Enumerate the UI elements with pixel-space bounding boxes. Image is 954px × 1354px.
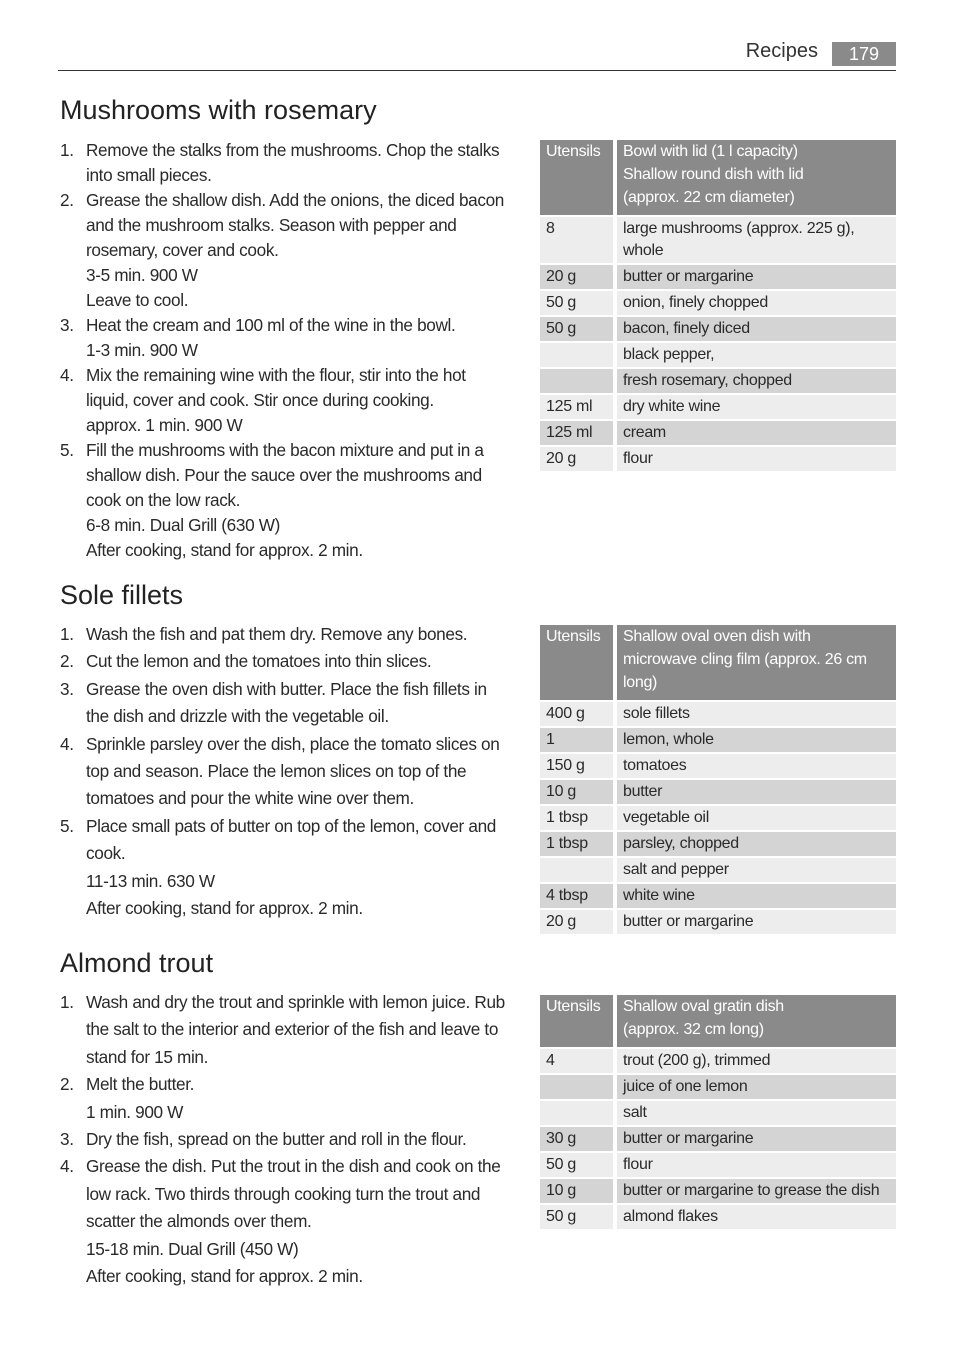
step-text-line: After cooking, stand for approx. 2 min. [86,1266,363,1287]
step-text-line: 1 min. 900 W [86,1101,184,1122]
step-number: 2. [60,651,74,672]
step-text-line: rosemary, cover and cook. [86,240,279,260]
ingredient-name: juice of one lemon [617,1075,896,1099]
ingredient-row [540,858,896,882]
step-number: 3. [60,678,74,699]
utensils-value [617,995,896,1047]
step-text-line: 11-13 min. 630 W [86,870,215,891]
ingredient-quantity: 125 ml [540,395,617,419]
ingredients-table [540,138,896,473]
step-number: 5. [60,815,74,836]
steps-list [60,621,516,922]
step-text-line: Fill the mushrooms with the bacon mixture and put in a [86,440,484,460]
ingredient-name: vegetable oil [617,806,896,830]
step-text-line: Wash and dry the trout and sprinkle with lemon juice. Rub [86,992,505,1012]
ingredient-name: parsley, chopped [617,832,896,856]
ingredient-row [540,806,896,830]
utensil-line: Shallow round dish with lid [623,166,804,183]
recipe-step [60,1071,516,1126]
ingredient-name: butter or margarine to grease the dish [617,1179,896,1203]
step-text-line: Wash the fish and pat them dry. Remove any bones. [86,624,468,644]
ingredient-row [540,1127,896,1151]
step-text-line: Sprinkle parsley over the dish, place the tomato slices on [86,733,500,754]
ingredient-row [540,1205,896,1229]
step-text-line: tomatoes and pour the white wine over them. [86,788,414,809]
recipe-step [60,989,516,1071]
step-number: 4. [60,733,74,754]
ingredient-quantity: 1 tbsp [540,832,617,856]
ingredient-name: almond flakes [617,1205,896,1229]
ingredients-table [540,623,896,936]
utensils-row [540,625,896,700]
ingredient-quantity: 125 ml [540,421,617,445]
recipe-step [60,676,516,731]
step-number: 3. [60,315,74,335]
recipe-step [60,438,516,563]
ingredient-quantity: 4 tbsp [540,884,617,908]
ingredient-name: cream [617,421,896,445]
step-text-line: Grease the oven dish with butter. Place the fish fillets in [86,678,487,699]
ingredient-row [540,1075,896,1099]
step-text-line: Melt the butter. [86,1074,195,1095]
ingredient-quantity: 50 g [540,317,617,341]
utensils-row [540,995,896,1047]
ingredient-row [540,1179,896,1203]
recipe-step [60,363,516,438]
ingredient-row [540,1101,896,1125]
ingredient-row [540,910,896,934]
step-text-line: Remove the stalks from the mushrooms. Chop the stalks [86,140,500,160]
ingredient-name: butter or margarine [617,265,896,289]
recipe-step [60,1153,516,1290]
ingredient-quantity [540,343,617,367]
step-text-line: 15-18 min. Dual Grill (450 W) [86,1238,299,1259]
ingredient-row [540,291,896,315]
step-number: 2. [60,190,74,210]
ingredient-quantity: 20 g [540,447,617,471]
utensil-line: Shallow oval gratin dish [623,998,784,1015]
ingredient-row [540,317,896,341]
ingredient-row [540,754,896,778]
step-text-line: 1-3 min. 900 W [86,340,198,360]
step-text-line: cook. [86,843,126,864]
step-text-line: top and season. Place the lemon slices on top of the [86,761,467,782]
step-text-line: Leave to cool. [86,290,189,310]
ingredient-row [540,702,896,726]
ingredient-row [540,728,896,752]
steps-list [60,989,516,1290]
ingredient-row [540,832,896,856]
utensil-line: microwave cling film (approx. 26 cm [623,651,867,668]
ingredient-name: butter or margarine [617,1127,896,1151]
ingredient-name: white wine [617,884,896,908]
recipe-step [60,1126,516,1153]
recipe-title: Sole fillets [60,580,184,610]
ingredient-quantity: 8 [540,217,617,263]
step-text-line: and the mushroom stalks. Season with pepper and [86,215,457,235]
step-number: 3. [60,1129,74,1150]
ingredient-row [540,217,896,263]
ingredient-row [540,369,896,393]
ingredient-quantity [540,858,617,882]
step-text-line: scatter the almonds over them. [86,1211,312,1232]
ingredient-quantity: 50 g [540,1153,617,1177]
ingredient-quantity: 400 g [540,702,617,726]
page-number: 179 [832,42,896,66]
page-header [58,36,896,71]
step-number: 4. [60,1156,74,1177]
ingredient-name: dry white wine [617,395,896,419]
ingredient-name: flour [617,447,896,471]
step-number: 4. [60,365,74,385]
utensils-label: Utensils [540,625,617,700]
ingredient-name: salt [617,1101,896,1125]
utensil-line: (approx. 32 cm long) [623,1021,764,1038]
ingredient-quantity: 30 g [540,1127,617,1151]
ingredient-row [540,1049,896,1073]
utensils-value [617,140,896,215]
ingredient-quantity: 1 [540,728,617,752]
ingredient-name: bacon, finely diced [617,317,896,341]
ingredient-quantity: 20 g [540,265,617,289]
step-text-line: approx. 1 min. 900 W [86,415,243,435]
ingredient-quantity: 50 g [540,291,617,315]
step-text-line: liquid, cover and cook. Stir once during cooking. [86,390,434,410]
step-text-line: 6-8 min. Dual Grill (630 W) [86,515,280,535]
utensil-line: Bowl with lid (1 l capacity) [623,143,798,160]
ingredients-table [540,993,896,1231]
utensils-value [617,625,896,700]
ingredient-name: flour [617,1153,896,1177]
utensil-line: Shallow oval oven dish with [623,628,811,645]
ingredient-name: trout (200 g), trimmed [617,1049,896,1073]
step-number: 1. [60,992,74,1012]
ingredient-row [540,884,896,908]
step-text-line: stand for 15 min. [86,1046,209,1067]
step-text-line: After cooking, stand for approx. 2 min. [86,898,363,919]
recipe-title: Mushrooms with rosemary [60,95,377,125]
ingredient-quantity [540,1075,617,1099]
ingredient-name: sole fillets [617,702,896,726]
recipe-step [60,648,516,675]
steps-list [60,138,516,563]
utensil-line: long) [623,674,658,691]
step-text-line: low rack. Two thirds through cooking turn the trout and [86,1183,481,1204]
ingredient-row [540,265,896,289]
ingredient-name: lemon, whole [617,728,896,752]
ingredient-name: tomatoes [617,754,896,778]
step-text-line: cook on the low rack. [86,490,241,510]
step-text-line: Heat the cream and 100 ml of the wine in the bowl. [86,315,456,335]
ingredient-quantity: 150 g [540,754,617,778]
ingredient-name: salt and pepper [617,858,896,882]
ingredient-row [540,1153,896,1177]
ingredient-name: fresh rosemary, chopped [617,369,896,393]
ingredient-quantity [540,1101,617,1125]
section-title: Recipes [745,40,818,62]
ingredient-quantity: 10 g [540,780,617,804]
ingredient-row [540,421,896,445]
ingredient-row [540,343,896,367]
step-number: 2. [60,1074,74,1095]
recipe-step [60,813,516,923]
ingredient-quantity: 10 g [540,1179,617,1203]
utensils-row [540,140,896,215]
ingredient-name: onion, finely chopped [617,291,896,315]
step-text-line: Place small pats of butter on top of the lemon, cover and [86,815,496,836]
recipe-step [60,621,516,648]
ingredient-name: butter [617,780,896,804]
ingredient-name: black pepper, [617,343,896,367]
step-text-line: Cut the lemon and the tomatoes into thin slices. [86,651,432,672]
ingredient-name: butter or margarine [617,910,896,934]
recipe-step [60,188,516,313]
step-text-line: 3-5 min. 900 W [86,265,198,285]
recipe-title: Almond trout [60,948,214,978]
step-number: 1. [60,624,74,644]
step-text-line: After cooking, stand for approx. 2 min. [86,540,363,560]
utensils-label: Utensils [540,140,617,215]
step-text-line: the dish and drizzle with the vegetable oil. [86,706,389,727]
ingredient-quantity [540,369,617,393]
ingredient-quantity: 4 [540,1049,617,1073]
step-number: 5. [60,440,74,460]
recipe-step [60,313,516,363]
recipe-step [60,138,516,188]
step-text-line: the salt to the interior and exterior of the fish and leave to [86,1019,499,1040]
ingredient-name: large mushrooms (approx. 225 g), whole [617,217,896,263]
step-text-line: Grease the dish. Put the trout in the dish and cook on the [86,1156,501,1177]
step-text-line: Mix the remaining wine with the flour, stir into the hot [86,365,466,385]
step-text-line: Grease the shallow dish. Add the onions, the diced bacon [86,190,505,210]
step-text-line: into small pieces. [86,165,212,185]
recipe-step [60,731,516,813]
step-text-line: shallow dish. Pour the sauce over the mushrooms and [86,465,482,485]
ingredient-row [540,447,896,471]
ingredient-row [540,780,896,804]
step-text-line: Dry the fish, spread on the butter and roll in the flour. [86,1129,467,1150]
utensils-label: Utensils [540,995,617,1047]
ingredient-quantity: 20 g [540,910,617,934]
utensil-line: (approx. 22 cm diameter) [623,189,795,206]
ingredient-quantity: 1 tbsp [540,806,617,830]
ingredient-row [540,395,896,419]
ingredient-quantity: 50 g [540,1205,617,1229]
step-number: 1. [60,140,74,160]
